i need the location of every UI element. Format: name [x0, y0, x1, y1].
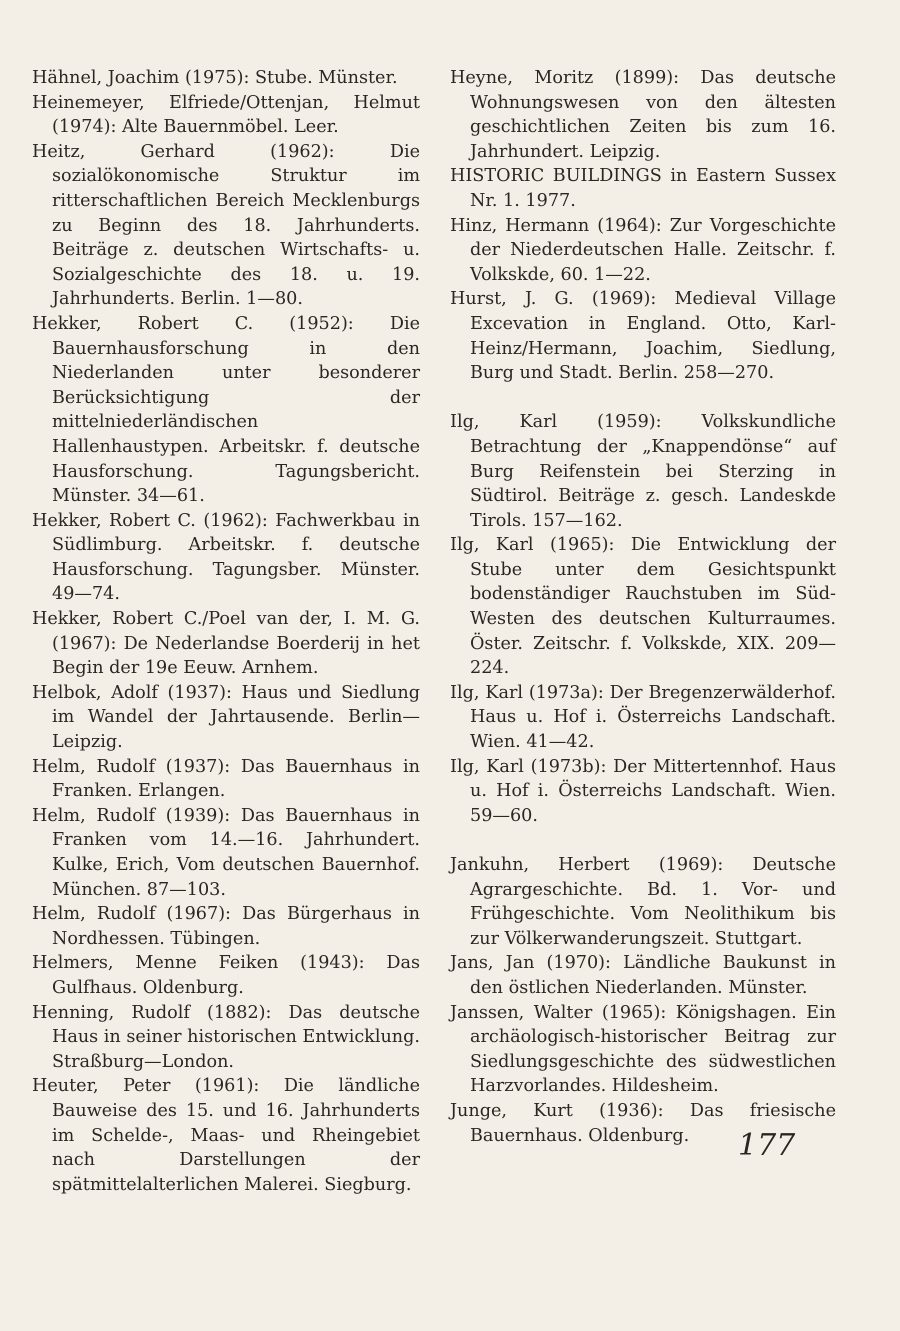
- bibliography-entry: Junge, Kurt (1936): Das friesische Bauernhaus. Oldenburg.: [450, 1100, 836, 1146]
- bibliography-entry: Jans, Jan (1970): Ländliche Baukunst in den östlichen Niederlanden. Münster.: [450, 953, 836, 998]
- left-column: [32, 66, 420, 1197]
- section-gap: [450, 828, 836, 853]
- bibliography-entry: Hekker, Robert C. (1952): Die Bauernhausforschung in den Niederlanden unter besonderer Berücksichtigung der mittelniederländischen Hallenhaustypen. Arbeitskr. f. deutsche Hausforschung. Tagungsbericht. Münster. 34—61.: [32, 313, 420, 507]
- bibliography-entry: Hähnel, Joachim (1975): Stube. Münster.: [32, 68, 398, 88]
- bibliography-entry: Ilg, Karl (1973b): Der Mittertennhof. Haus u. Hof i. Österreichs Landschaft. Wien. 59—60.: [450, 756, 836, 826]
- bibliography-entry: Heitz, Gerhard (1962): Die sozialökonomische Struktur im ritterschaftlichen Bereich Mecklenburgs zu Beginn des 18. Jahrhunderts. Beiträge z. deutschen Wirtschafts- u. Sozialgeschichte des 18. u. 19. Jahrhunderts. Berlin. 1—80.: [32, 141, 420, 310]
- bibliography-entry: Jankuhn, Herbert (1969): Deutsche Agrargeschichte. Bd. 1. Vor- und Frühgeschichte. Vom Neolithikum bis zur Völkerwanderungszeit. Stuttgart.: [450, 855, 836, 949]
- bibliography-entry: Heyne, Moritz (1899): Das deutsche Wohnungswesen von den ältesten geschichtlichen Zeiten bis zum 16. Jahrhundert. Leipzig.: [450, 68, 836, 162]
- bibliography-entry: Ilg, Karl (1973a): Der Bregenzerwälderhof. Haus u. Hof i. Österreichs Landschaft. Wien. 41—42.: [450, 682, 836, 753]
- section-gap: [450, 386, 836, 411]
- bibliography-entry: Heuter, Peter (1961): Die ländliche Bauweise des 15. und 16. Jahrhunderts im Schelde-, Maas- und Rheingebiet nach Darstellungen der spätmittelalterlichen Malerei. Siegburg.: [32, 1076, 420, 1195]
- bibliography-entry: HISTORIC BUILDINGS in Eastern Sussex Nr. 1. 1977.: [450, 166, 836, 211]
- bibliography-entry: Helbok, Adolf (1937): Haus und Siedlung im Wandel der Jahrtausende. Berlin—Leipzig.: [32, 682, 420, 753]
- bibliography-entry: Hinz, Hermann (1964): Zur Vorgeschichte der Niederdeutschen Halle. Zeitschr. f. Volkskde, 60. 1—22.: [450, 215, 836, 285]
- bibliography-entry: Janssen, Walter (1965): Königshagen. Ein archäologisch-historischer Beitrag zur Siedlungsgeschichte des südwestlichen Harzvorlandes. Hildesheim.: [450, 1002, 836, 1097]
- bibliography-entry: Hekker, Robert C. (1962): Fachwerkbau in Südlimburg. Arbeitskr. f. deutsche Hausforschung. Tagungsber. Münster. 49—74.: [32, 510, 420, 605]
- bibliography-entry: Helm, Rudolf (1967): Das Bürgerhaus in Nordhessen. Tübingen.: [32, 904, 420, 949]
- bibliography-entry: Helm, Rudolf (1937): Das Bauernhaus in Franken. Erlangen.: [32, 756, 420, 802]
- bibliography-entry: Ilg, Karl (1965): Die Entwicklung der Stube unter dem Gesichtspunkt bodenständiger Rauchstuben im Süd-Westen des deutschen Kulturraumes. Öster. Zeitschr. f. Volkskde, XIX. 209—224.: [450, 535, 836, 679]
- bibliography-entry: Heinemeyer, Elfriede/Ottenjan, Helmut (1974): Alte Bauernmöbel. Leer.: [32, 92, 420, 138]
- page-number: 177: [738, 1128, 796, 1163]
- bibliography-entry: Helmers, Menne Feiken (1943): Das Gulfhaus. Oldenburg.: [32, 953, 420, 998]
- bibliography-entry: Helm, Rudolf (1939): Das Bauernhaus in Franken vom 14.—16. Jahrhundert. Kulke, Erich, Vom deutschen Bauernhof. München. 87—103.: [32, 805, 420, 900]
- bibliography-entry: Hekker, Robert C./Poel van der, I. M. G. (1967): De Nederlandse Boerderij in het Begin der 19e Eeuw. Arnhem.: [32, 609, 420, 679]
- bibliography-entry: Hurst, J. G. (1969): Medieval Village Excevation in England. Otto, Karl-Heinz/Hermann, Joachim, Siedlung, Burg und Stadt. Berlin. 258—270.: [450, 289, 836, 384]
- bibliography-entry: Ilg, Karl (1959): Volkskundliche Betrachtung der „Knappendönse“ auf Burg Reifenstein bei Sterzing in Südtirol. Beiträge z. gesch. Landeskde Tirols. 157—162.: [450, 412, 836, 531]
- right-column: [450, 66, 836, 1148]
- bibliography-entry: Henning, Rudolf (1882): Das deutsche Haus in seiner historischen Entwicklung. Straßburg—London.: [32, 1002, 420, 1072]
